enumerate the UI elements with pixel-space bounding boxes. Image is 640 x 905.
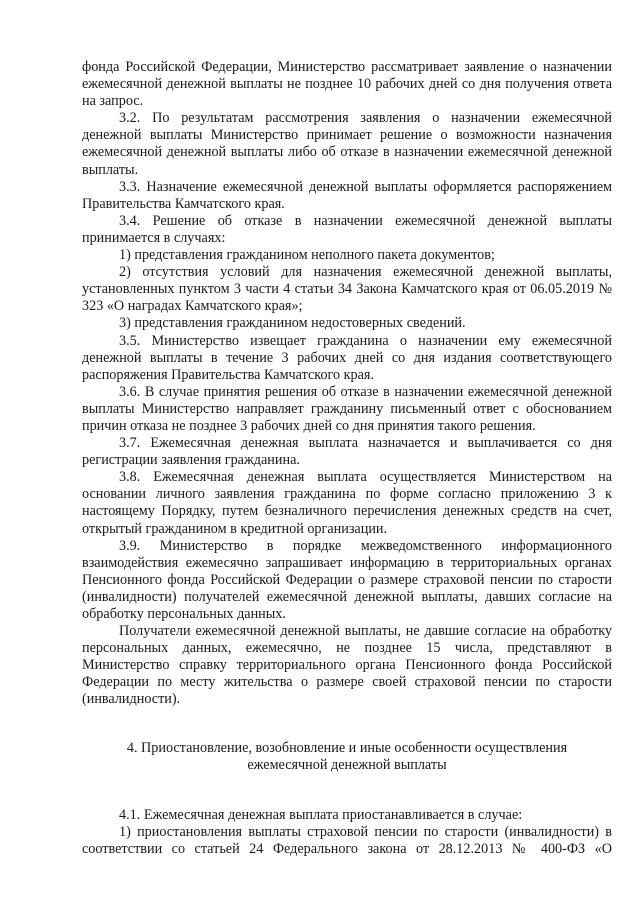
section-heading-line-1: 4. Приостановление, возобновление и иные особенности осуществления (126, 739, 568, 756)
paragraph-4-1-item-1: 1) приостановления выплаты страховой пенсии по старости (инвалидности) в соответствии со статьей 24 Федерального закона от 28.12.2013 № 400-ФЗ «О (82, 823, 612, 857)
section-heading-line-2: ежемесячной денежной выплаты (247, 756, 447, 773)
paragraph-continuation: фонда Российской Федерации, Министерство рассматривает заявление о назначении ежемесячной денежной выплаты не позднее 10 рабочих дней со дня получения ответа на запрос. (82, 59, 612, 110)
paragraph-3-7: 3.7. Ежемесячная денежная выплата назначается и выплачивается со дня регистрации заявления гражданина. (82, 435, 612, 469)
paragraph-3-6: 3.6. В случае принятия решения об отказе в назначении ежемесячной денежной выплаты Министерство направляет гражданину письменный ответ с обоснованием причин отказа не позднее 3 рабочих дней со дня принятия такого решения. (82, 383, 612, 434)
paragraph-3-5: 3.5. Министерство извещает гражданина о назначении ему ежемесячной денежной выплаты в течение 3 рабочих дней со дня издания соответствующего распоряжения Правительства Камчатского края. (82, 332, 612, 383)
paragraph-3-9-recipients: Получатели ежемесячной денежной выплаты, не давшие согласие на обработку персональных данных, ежемесячно, не позднее 15 числа, представляют в Министерство справку территориального органа Пенсионного фонда Российской Федерации по месту жительства о размере своей страховой пенсии по старости (инвалидности). (82, 623, 612, 708)
paragraph-3-9: 3.9. Министерство в порядке межведомственного информационного взаимодействия ежемесячно запрашивает информацию в территориальных органах Пенсионного фонда Российской Федерации о размере страховой пенсии по старости (инвалидности) получателей ежемесячной денежной выплаты, давших согласие на обработку персональных данных. (82, 537, 612, 622)
section-heading (82, 740, 612, 774)
document-body (82, 59, 612, 858)
paragraph-3-4-item-2: 2) отсутствия условий для назначения ежемесячной денежной выплаты, установленных пунктом 3 части 4 статьи 34 Закона Камчатского края от 06.05.2019 № 323 «О наградах Камчатского края»; (82, 264, 612, 315)
paragraph-3-4-item-1: 1) представления гражданином неполного пакета документов; (119, 247, 495, 264)
paragraph-3-2: 3.2. По результатам рассмотрения заявления о назначении ежемесячной денежной выплаты Министерство принимает решение о возможности назначения ежемесячной денежной выплаты либо об отказе в назначении ежемесячной денежной выплаты. (82, 110, 612, 178)
paragraph-3-8: 3.8. Ежемесячная денежная выплата осуществляется Министерством на основании личного заявления гражданина по форме согласно приложению 3 к настоящему Порядку, путем безналичного перечисления денежных средств на счет, открытый гражданином в кредитной организации. (82, 469, 612, 537)
paragraph-3-3: 3.3. Назначение ежемесячной денежной выплаты оформляется распоряжением Правительства Камчатского края. (82, 178, 612, 212)
paragraph-3-4-item-3: 3) представления гражданином недостоверных сведений. (119, 315, 466, 332)
paragraph-3-4: 3.4. Решение об отказе в назначении ежемесячной денежной выплаты принимается в случаях: (82, 212, 612, 246)
paragraph-4-1: 4.1. Ежемесячная денежная выплата приостанавливается в случае: (119, 806, 523, 823)
